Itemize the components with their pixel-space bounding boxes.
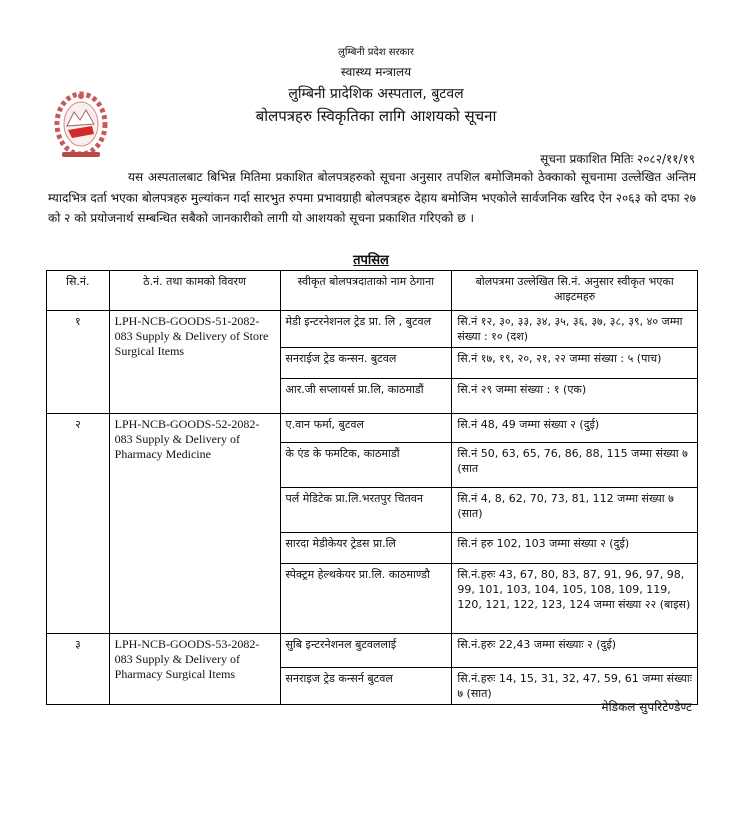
bidder-name: सनराईज ट्रेड कन्सन. बुटवल: [280, 348, 452, 379]
bidder-name: सनराइज ट्रेड कन्सर्न बुटवल: [280, 668, 452, 705]
bidder-name: स्पेक्ट्रम हेल्थकेयर प्रा.लि. काठमाण्डौ: [280, 564, 452, 634]
bidder-name: ए.वान फर्मा, बुटवल: [280, 414, 452, 443]
bidder-name: पर्ल मेडिटेक प्रा.लि.भरतपुर चितवन: [280, 488, 452, 533]
accepted-items: सि.नं १२, ३०, ३३, ३४, ३५, ३६, ३७, ३८, ३९, ४० जम्मा संख्या : १० (दश): [452, 311, 698, 348]
row-sno: १: [47, 311, 110, 414]
office-heading: लुम्बिनी प्रादेशिक अस्पताल, बुटवल: [288, 86, 464, 102]
bidder-name: मेडी इन्टरनेशनल ट्रेड प्रा. लि , बुटवल: [280, 311, 452, 348]
ministry-heading: स्वास्थ्य मन्त्रालय: [340, 65, 412, 79]
government-heading: लुम्बिनी प्रदेश सरकार: [338, 47, 414, 58]
accepted-items: सि.नं हरु 102, 103 जम्मा संख्या २ (दुई): [452, 533, 698, 564]
accepted-items: सि.नं.हरुः 43, 67, 80, 83, 87, 91, 96, 97, 98, 99, 101, 103, 104, 105, 108, 109, 119, 120, 121, 122, 123, 124 जम्मा संख्या २२ (बाइस): [452, 564, 698, 634]
table-row: [47, 311, 698, 348]
bidder-name: के एंड के फमटिक, काठमाडौं: [280, 443, 452, 488]
accepted-items: सि.नं.हरुः 22,43 जम्मा संख्याः २ (दुई): [452, 634, 698, 668]
accepted-items: सि.नं १७, १९, २०, २१, २२ जम्मा संख्या : ५ (पाच): [452, 348, 698, 379]
notice-date: सूचना प्रकाशित मितिः २०८२/११/१९: [540, 152, 695, 166]
table-header-row: [47, 271, 698, 311]
column-header-contract: ठे.नं. तथा कामको विवरण: [109, 271, 280, 311]
bidder-name: सुबि इन्टरनेशनल बुटवललाई: [280, 634, 452, 668]
nepal-emblem-icon: [52, 86, 110, 166]
row-sno: २: [47, 414, 110, 634]
notice-title: बोलपत्रहरु स्विकृतिका लागि आशयको सूचना: [255, 107, 497, 125]
accepted-items: सि.नं 50, 63, 65, 76, 86, 88, 115 जम्मा संख्या ७ (सात: [452, 443, 698, 488]
bidder-name: आर.जी सप्लायर्स प्रा.लि, काठमाडौं: [280, 379, 452, 414]
annex-table: [46, 270, 698, 705]
notice-body: यस अस्पतालबाट बिभिन्न मितिमा प्रकाशित बोलपत्रहरुको सूचना अनुसार तपशिल बमोजिमको ठेक्काको सूचनामा उल्लेखित अन्तिम म्यादभित्र दर्ता भएका बोलपत्रहरु मुल्यांकन गर्दा सारभुत रुपमा प्रभावग्राही बोलपत्रहरु देहाय बमोजिम भएकोले सार्वजनिक खरिद ऐन २०६३ को दफा २७ को २ को प्रयोजनार्थ सम्बन्धित सबैको जानकारीको लागी यो आशयको सूचना प्रकाशित गरिएको छ ।: [48, 170, 696, 225]
signatory-title: मेडिकल सुपरिटेण्डेण्ट: [601, 700, 692, 714]
accepted-items: सि.नं 48, 49 जम्मा संख्या २ (दुई): [452, 414, 698, 443]
table-row: [47, 414, 698, 443]
column-header-sno: सि.नं.: [47, 271, 110, 311]
contract-description: LPH-NCB-GOODS-51-2082-083 Supply & Delivery of Store Surgical Items: [109, 311, 280, 414]
column-header-bidder: स्वीकृत बोलपत्रदाताको नाम ठेगाना: [280, 271, 452, 311]
table-row: [47, 634, 698, 668]
row-sno: ३: [47, 634, 110, 705]
accepted-items: सि.नं.हरुः 14, 15, 31, 32, 47, 59, 61 जम्मा संख्याः ७ (सात): [452, 668, 698, 705]
accepted-items: सि.नं २९ जम्मा संख्या : १ (एक): [452, 379, 698, 414]
contract-description: LPH-NCB-GOODS-52-2082-083 Supply & Delivery of Pharmacy Medicine: [109, 414, 280, 634]
accepted-items: सि.नं 4, 8, 62, 70, 73, 81, 112 जम्मा संख्या ७ (सात): [452, 488, 698, 533]
bidder-name: सारदा मेडीकेयर ट्रेडस प्रा.लि: [280, 533, 452, 564]
column-header-items: बोलपत्रमा उल्लेखित सि.नं. अनुसार स्वीकृत भएका आइटमहरु: [452, 271, 698, 311]
contract-description: LPH-NCB-GOODS-53-2082-083 Supply & Delivery of Pharmacy Surgical Items: [109, 634, 280, 705]
annex-title: तपसिल: [353, 253, 389, 268]
